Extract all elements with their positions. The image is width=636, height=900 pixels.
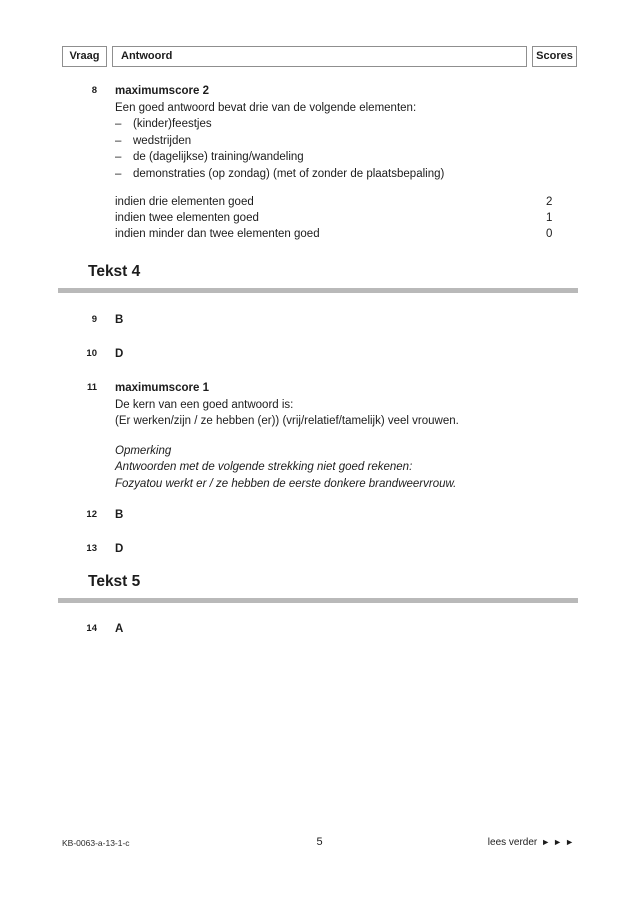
- continue-indicator: [488, 837, 577, 848]
- section-heading: Tekst 5: [88, 573, 141, 590]
- answer-bullet: [115, 116, 577, 133]
- bullet-text: (kinder)feestjes: [133, 118, 212, 130]
- question-number: 12: [86, 509, 97, 520]
- answer-bullet: [115, 133, 577, 150]
- page-footer: [62, 836, 577, 850]
- answer-intro: Een goed antwoord bevat drie van de volgende elementen:: [115, 101, 417, 114]
- document-code: KB-0063-a-13-1-c: [62, 838, 130, 848]
- question-number: 14: [86, 623, 97, 634]
- rule-text: indien drie elementen goed: [115, 196, 254, 208]
- rule-text: indien minder dan twee elementen goed: [115, 228, 320, 240]
- question-10-block: [62, 346, 577, 363]
- continue-label: lees verder: [487, 837, 538, 848]
- remark-note: [115, 443, 577, 493]
- rule-score: 0: [546, 228, 553, 240]
- remark-title: Opmerking: [115, 444, 172, 457]
- bullet-text: de (dagelijkse) training/wandeling: [133, 151, 304, 163]
- remark-line: Antwoorden met de volgende strekking niet goed rekenen:: [115, 461, 413, 473]
- question-number: 11: [86, 382, 97, 393]
- dash-bullet: –: [115, 167, 122, 180]
- bullet-text: wedstrijden: [133, 134, 192, 147]
- rule-score: 1: [546, 212, 553, 224]
- question-11-block: [62, 380, 577, 492]
- dash-bullet: –: [115, 118, 122, 130]
- scores-column-header: Scores: [532, 46, 577, 67]
- answer-letter: B: [115, 509, 124, 521]
- rule-score: 2: [546, 196, 553, 208]
- answer-letter: B: [115, 314, 124, 326]
- max-score-title: maximumscore 1: [115, 382, 209, 394]
- next-page-arrows-icon: ►►►: [541, 837, 577, 847]
- answer-line: De kern van een goed antwoord is:: [115, 398, 294, 411]
- section-divider-bar: [58, 288, 578, 293]
- section-tekst-5: [62, 573, 577, 603]
- page-number: 5: [316, 836, 323, 848]
- answer-letter: D: [115, 542, 124, 555]
- scoring-rules: [115, 194, 577, 242]
- question-number: 13: [86, 542, 97, 554]
- answer-letter: A: [115, 623, 124, 635]
- answer-letter: D: [115, 347, 124, 360]
- section-tekst-4: [62, 263, 577, 293]
- vraag-column-header: Vraag: [62, 46, 107, 67]
- scoring-rule: [115, 210, 577, 226]
- scoring-rule: [115, 194, 577, 210]
- question-8-block: [62, 83, 577, 242]
- scoring-rule: [115, 226, 577, 242]
- question-number: 9: [91, 314, 97, 325]
- section-divider-bar: [58, 598, 578, 603]
- dash-bullet: –: [115, 134, 122, 147]
- section-heading: Tekst 4: [88, 263, 141, 280]
- answer-line: (Er werken/zijn / ze hebben (er)) (vrij/relatief/tamelijk) veel vrouwen.: [115, 415, 459, 427]
- dash-bullet: –: [115, 151, 122, 163]
- rule-text: indien twee elementen goed: [115, 212, 259, 224]
- question-number: 10: [86, 347, 97, 359]
- question-number: 8: [91, 85, 97, 96]
- question-12-block: [62, 507, 577, 524]
- max-score-title: maximumscore 2: [115, 85, 209, 97]
- answer-bullet: [115, 149, 577, 166]
- bullet-text: demonstraties (op zondag) (met of zonder de plaatsbepaling): [133, 167, 445, 180]
- remark-line: Fozyatou werkt er / ze hebben de eerste donkere brandweervrouw.: [115, 477, 457, 490]
- column-header-row: [62, 0, 577, 67]
- antwoord-column-header: Antwoord: [112, 46, 527, 67]
- question-9-block: [62, 312, 577, 329]
- question-14-block: [62, 621, 577, 638]
- answer-bullet: [115, 166, 577, 183]
- question-13-block: [62, 541, 577, 558]
